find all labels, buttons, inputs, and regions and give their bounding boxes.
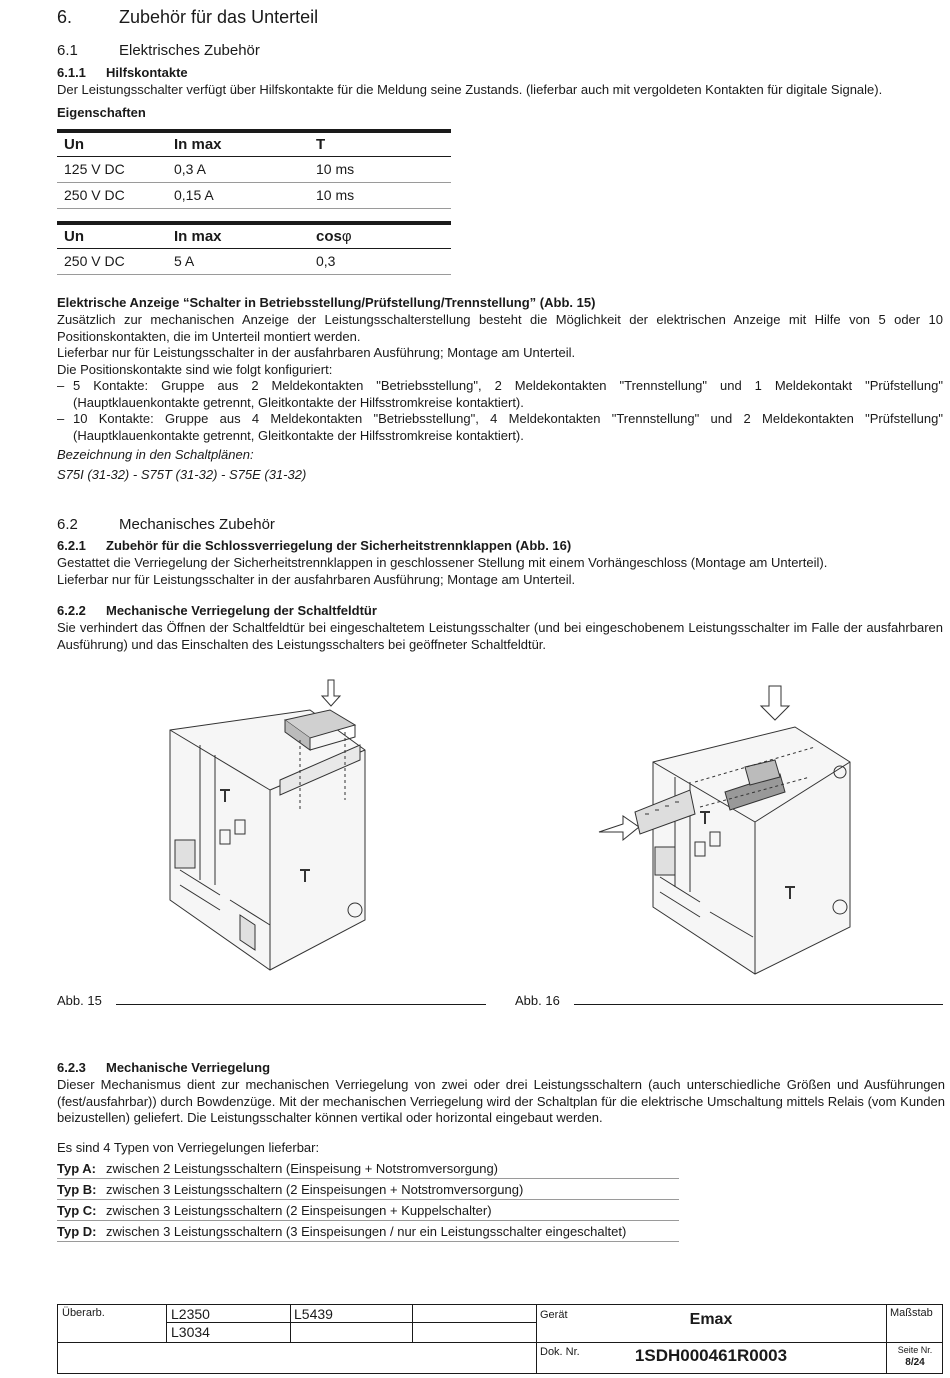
list-item-text: 10 Kontakte: Gruppe aus 4 Meldekontakten "Betriebsstellung", 4 Meldekontakten "Trennstellung" und 2 Meldekontakten "Prüfstellung" (Hauptklauenkontakte getrennt, Gleitkontakte der Hilfsstromkreise kontaktiert). [73,411,943,443]
type-label: Typ D: [57,1224,97,1239]
geraet-label: Gerät [540,1309,568,1321]
table-header-row [57,223,451,248]
list-item [57,1179,679,1200]
figure-15-rule [116,1004,486,1005]
header-un: Un [57,223,167,248]
properties-table-2 [57,221,451,275]
section-title: Mechanische Verriegelung der Schaltfeldtür [106,603,377,618]
revision-cell: L2350 [171,1306,210,1322]
hilfskontakte-text: Der Leistungsschalter verfügt über Hilfskontakte für die Meldung seine Zustands. (lieferbar auch mit vergoldeten Kontakten für digitale Signale). [57,82,883,97]
header-t: T [309,131,451,156]
section-number: 6.2 [57,516,78,533]
table-cell: 250 V DC [57,182,167,208]
section-title: Zubehör für das Unterteil [119,7,319,27]
section-6-2-heading [57,516,275,533]
designation-label: Bezeichnung in den Schaltplänen: [57,447,254,462]
list-item [57,1158,679,1179]
section-6-2-3-heading [57,1060,270,1075]
divider [166,1305,167,1342]
revision-cell: L5439 [294,1306,333,1322]
figure-16-rule [574,1004,943,1005]
type-label: Typ A: [57,1161,96,1176]
phi-symbol: φ [341,227,352,245]
figure-15-caption: Abb. 15 [57,993,102,1008]
section-6-2-3-text: Dieser Mechanismus dient zur mechanischen Verriegelung von zwei oder drei Leistungsschaltern (auch unterschiedliche Größen und Ausführungen (fest/ausfahrbar)) durch Bowdenzüge. Mit der mechanischen Verriegelung wird der Schaltplan für die elektrische Umschaltung mittels Relais (vom Kunden beizustellen) geliefert. Die Leistungsschalter können vertikal oder horizontal eingebaut werden. [57,1077,945,1125]
section-title: Zubehör für die Schlossverriegelung der Sicherheitstrennklappen (Abb. 16) [106,538,572,553]
section-title: Mechanisches Zubehör [119,516,275,533]
type-text: zwischen 2 Leistungsschaltern (Einspeisung + Notstromversorgung) [106,1161,498,1176]
title-block [57,1304,943,1374]
document-number: 1SDH000461R0003 [634,1346,788,1365]
revision-cell: L3034 [171,1324,210,1340]
interlock-types-list [57,1158,679,1242]
list-item [57,378,943,411]
table-row [57,248,451,274]
section-title: Elektrisches Zubehör [119,42,260,59]
section-number: 6. [57,7,73,27]
paragraph: Zusätzlich zur mechanischen Anzeige der Leistungsschalterstellung besteht die Möglichkeit der elektrischen Anzeige mit Hilfe von 5 oder 10 Positionskontakten, die im Unterteil montiert werden. [57,312,943,344]
doknr-label: Dok. Nr. [540,1346,580,1358]
list-item [57,1221,679,1242]
table-row [57,156,451,182]
section-6-2-2-text: Sie verhindert das Öffnen der Schaltfeldtür bei eingeschaltetem Leistungsschalter (und bei eingeschobenem Leistungsschalter im Falle der ausfahrbaren Ausführung) und das Einschalten des Leistungsschalters bei geöffneter Schaltfeldtür. [57,620,943,652]
type-label: Typ C: [57,1203,97,1218]
device-name: Emax [689,1311,733,1328]
type-text: zwischen 3 Leistungsschaltern (2 Einspeisungen + Notstromversorgung) [106,1182,524,1197]
type-text: zwischen 3 Leistungsschaltern (3 Einspeisungen / nur ein Leistungsschalter eingeschaltet) [106,1224,627,1239]
table-cell: 0,3 [309,248,451,274]
section-number: 6.1.1 [57,65,86,80]
header-in-max: In max [167,223,309,248]
divider [58,1342,942,1343]
types-intro: Es sind 4 Typen von Verriegelungen lieferbar: [57,1140,320,1155]
section-number: 6.1 [57,42,78,59]
massstab-label: Maßstab [890,1307,933,1319]
elektrische-anzeige-title: Elektrische Anzeige “Schalter in Betriebsstellung/Prüfstellung/Trennstellung” (Abb. 15) [57,295,596,310]
divider [290,1305,291,1342]
table-cell: 0,3 A [167,156,309,182]
section-number: 6.2.2 [57,603,86,618]
table-row [57,182,451,208]
table-cell: 10 ms [309,156,451,182]
dash-bullet: – [57,378,65,393]
type-text: zwischen 3 Leistungsschaltern (2 Einspeisungen + Kuppelschalter) [106,1203,492,1218]
list-item-text: 5 Kontakte: Gruppe aus 2 Meldekontakten "Betriebsstellung", 2 Meldekontakten "Trennstellung" und 1 Meldekontakt "Prüfstellung" (Hauptklauenkontakte getrennt, Gleitkontakte der Hilfsstromkreise kontaktiert). [73,378,943,410]
elektrische-anzeige-body [57,312,943,483]
cos-label: cos [316,227,342,245]
section-number: 6.2.3 [57,1060,86,1075]
list-item [57,1200,679,1221]
paragraph: Lieferbar nur für Leistungsschalter in der ausfahrbaren Ausführung; Montage am Unterteil. [57,345,576,360]
section-number: 6.2.1 [57,538,86,553]
figure-16-caption: Abb. 16 [515,993,560,1008]
divider [166,1322,536,1323]
section-6-2-1-body [57,555,943,588]
figure-16-drawing [595,682,860,977]
header-un: Un [57,131,167,156]
section-6-2-2-heading [57,603,377,618]
divider [412,1305,413,1342]
table-cell: 10 ms [309,182,451,208]
page-number: 8/24 [905,1357,925,1368]
table-cell: 5 A [167,248,309,274]
ueberarb-label: Überarb. [62,1307,105,1319]
paragraph: Die Positionskontakte sind wie folgt konfiguriert: [57,361,333,377]
table-cell: 250 V DC [57,248,167,274]
paragraph: Lieferbar nur für Leistungsschalter in der ausfahrbaren Ausführung; Montage am Unterteil. [57,571,576,587]
section-title: Mechanische Verriegelung [106,1060,271,1075]
header-in-max: In max [167,131,309,156]
section-6-heading [57,7,318,28]
table-cell: 125 V DC [57,156,167,182]
section-6-2-1-heading [57,538,571,553]
seite-label: Seite Nr. [897,1345,933,1355]
list-item [57,411,943,444]
figure-15-drawing [160,670,380,975]
type-label: Typ B: [57,1182,97,1197]
designation-codes: S75I (31-32) - S75T (31-32) - S75E (31-32) [57,466,307,482]
table-header-row [57,131,451,156]
paragraph: Gestattet die Verriegelung der Sicherheitstrennklappen in geschlossener Stellung mit einem Vorhängeschloss (Montage am Unterteil). [57,555,828,570]
table-cell: 0,15 A [167,182,309,208]
properties-table-1 [57,129,451,209]
header-cos-phi [309,223,451,248]
section-6-1-heading [57,42,260,59]
eigenschaften-label: Eigenschaften [57,105,146,120]
section-title: Hilfskontakte [106,65,188,80]
section-6-1-1-heading [57,65,188,80]
dash-bullet: – [57,411,65,426]
